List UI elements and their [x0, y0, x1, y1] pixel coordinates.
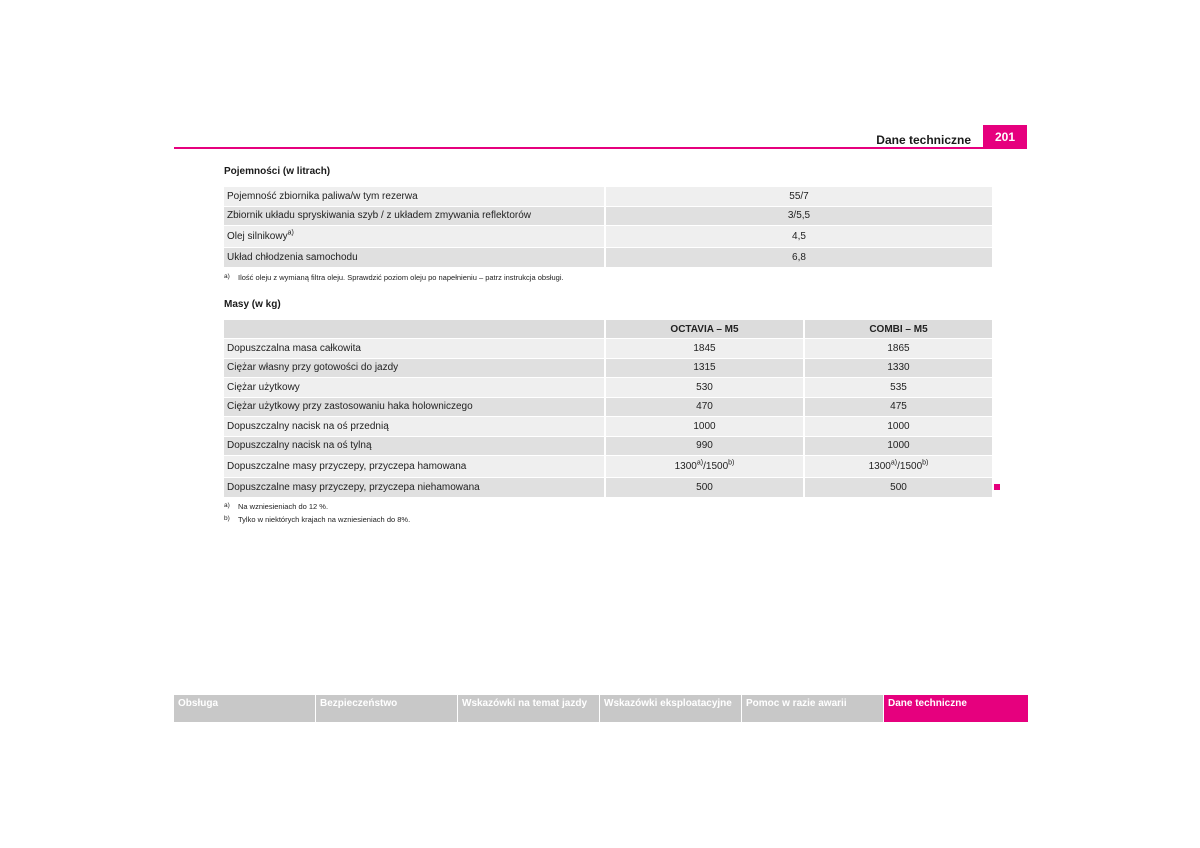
mass-combi: 1000 [805, 437, 992, 457]
table-row [224, 456, 992, 478]
masses-footnote [224, 502, 328, 511]
mass-octavia: 990 [606, 437, 805, 457]
footnote-ref: b) [922, 459, 929, 467]
nav-tab-dane-techniczne[interactable]: Dane techniczne [884, 695, 1028, 722]
column-header [224, 320, 606, 339]
mass-octavia: 530 [606, 378, 805, 398]
table-row [224, 378, 992, 398]
capacity-label: Olej silnikowy$^{a)}$ [224, 226, 606, 248]
table-row [224, 226, 992, 248]
footnote-ref: a) [696, 459, 704, 467]
masses-table [224, 320, 992, 498]
capacity-value: 6,8 [606, 248, 992, 268]
capacity-value: 55/7 [606, 187, 992, 207]
nav-tab-pomoc[interactable]: Pomoc w razie awarii [742, 695, 883, 722]
footnote-mark: a) [224, 273, 230, 280]
table-row [224, 398, 992, 418]
mass-octavia: 500 [606, 478, 805, 498]
mass-octavia: 1000 [606, 417, 805, 437]
table-row [224, 437, 992, 457]
section-end-marker [994, 484, 1000, 490]
mass-label: Dopuszczalne masy przyczepy, przyczepa niehamowana [224, 478, 606, 498]
table-row [224, 339, 992, 359]
capacities-table [224, 187, 992, 268]
mass-combi: 1000 [805, 417, 992, 437]
capacity-label: Układ chłodzenia samochodu [224, 248, 606, 268]
footnote-text: Ilość oleju z wymianą filtra oleju. Sprawdzić poziom oleju po napełnieniu – patrz instrukcja obsługi. [238, 273, 564, 282]
nav-tab-bezpieczenstwo[interactable]: Bezpieczeństwo [316, 695, 457, 722]
mass-label: Dopuszczalny nacisk na oś tylną [224, 437, 606, 457]
capacities-title: Pojemności (w litrach) [224, 166, 331, 177]
table-row [224, 248, 992, 268]
capacity-value: 3/5,5 [606, 207, 992, 227]
table-row [224, 359, 992, 379]
footnote-text: Tylko w niektórych krajach na wzniesieniach do 8%. [238, 515, 411, 524]
mass-combi: 475 [805, 398, 992, 418]
table-header-row [224, 320, 992, 339]
capacities-footnote [224, 273, 564, 282]
table-row [224, 417, 992, 437]
capacity-value: 4,5 [606, 226, 992, 248]
header-rule [174, 147, 1027, 149]
mass-label: Dopuszczalny nacisk na oś przednią [224, 417, 606, 437]
mass-octavia: 470 [606, 398, 805, 418]
mass-label: Ciężar użytkowy [224, 378, 606, 398]
mass-label: Dopuszczalne masy przyczepy, przyczepa hamowana [224, 456, 606, 478]
nav-tab-wskazowki-jazdy[interactable]: Wskazówki na temat jazdy [458, 695, 599, 722]
column-header-combi: COMBI – M5 [805, 320, 992, 339]
mass-octavia: 1845 [606, 339, 805, 359]
table-row [224, 207, 992, 227]
mass-combi: 500 [805, 478, 992, 498]
footnote-ref: a) [287, 229, 294, 237]
mass-octavia: 1315 [606, 359, 805, 379]
footnote-text: Na wzniesieniach do 12 %. [238, 502, 329, 511]
table-row [224, 478, 992, 498]
mass-combi: 1300$^{a)}$/1500$^{b)}$ [805, 456, 992, 478]
footnote-mark: b) [224, 515, 230, 522]
mass-label: Ciężar użytkowy przy zastosowaniu haka holowniczego [224, 398, 606, 418]
page-number: 201 [983, 125, 1027, 149]
mass-combi: 1865 [805, 339, 992, 359]
footnote-ref: b) [728, 459, 735, 467]
footnote-ref: a) [890, 459, 898, 467]
nav-tab-wskazowki-eksploatacyjne[interactable]: Wskazówki eksploatacyjne [600, 695, 741, 722]
mass-combi: 1330 [805, 359, 992, 379]
nav-tab-obsluga[interactable]: Obsługa [174, 695, 315, 722]
chapter-nav [174, 695, 1028, 722]
footnote-mark: a) [224, 502, 230, 509]
table-row [224, 187, 992, 207]
mass-octavia: 1300$^{a)}$/1500$^{b)}$ [606, 456, 805, 478]
page-header-title: Dane techniczne [876, 133, 971, 147]
column-header-octavia: OCTAVIA – M5 [606, 320, 805, 339]
mass-combi: 535 [805, 378, 992, 398]
mass-label: Dopuszczalna masa całkowita [224, 339, 606, 359]
mass-label: Ciężar własny przy gotowości do jazdy [224, 359, 606, 379]
capacity-label: Pojemność zbiornika paliwa/w tym rezerwa [224, 187, 606, 207]
masses-title: Masy (w kg) [224, 299, 281, 310]
capacity-label: Zbiornik układu spryskiwania szyb / z układem zmywania reflektorów [224, 207, 606, 227]
masses-footnote [224, 515, 410, 524]
